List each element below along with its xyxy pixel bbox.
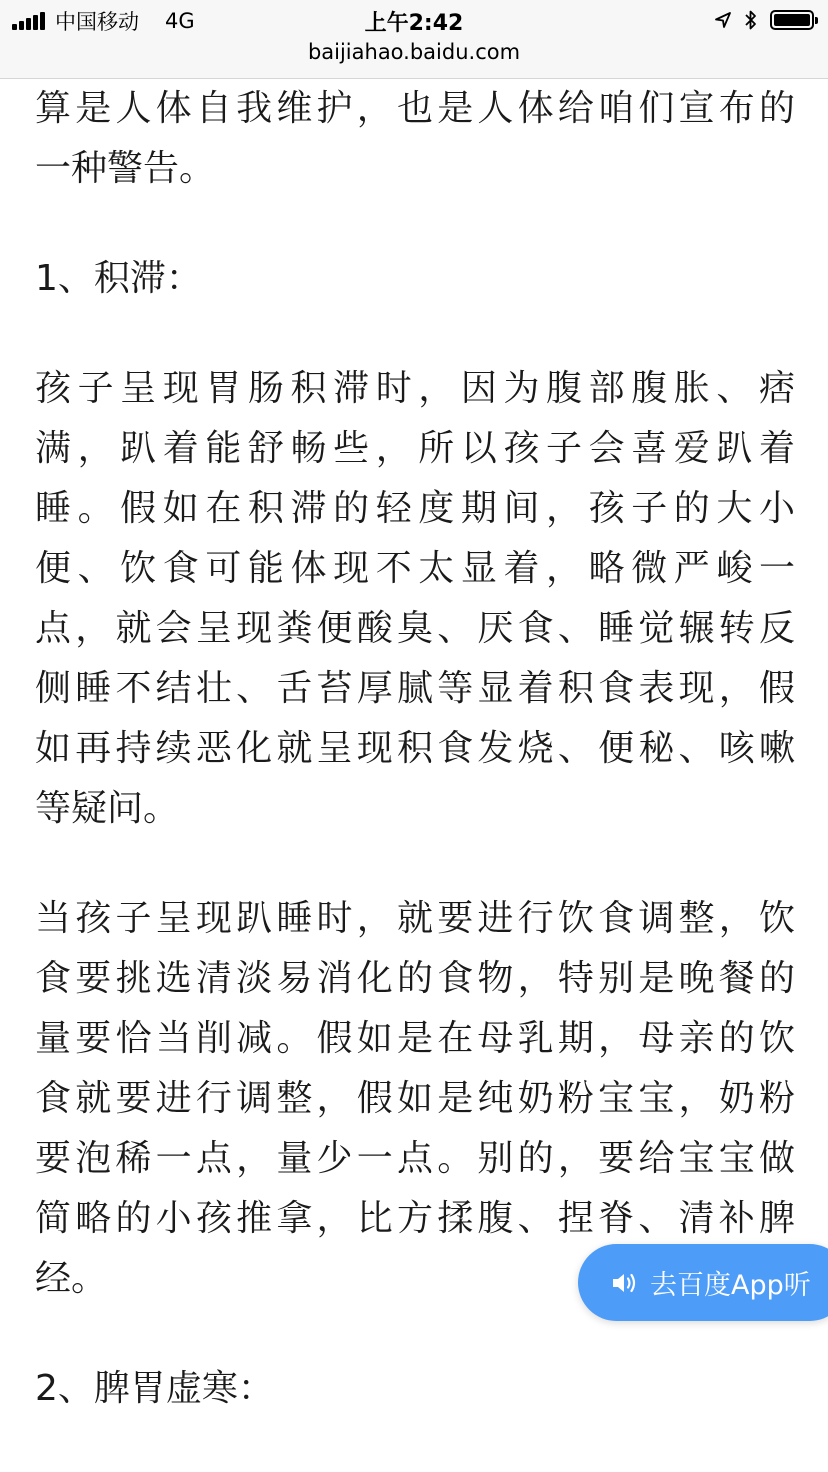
article-line: 要泡稀一点，量少一点。别的，要给宝宝做 bbox=[35, 1138, 795, 1179]
article-line: 点，就会呈现粪便酸臭、厌食、睡觉辗转反 bbox=[35, 608, 795, 649]
article-line: 便、饮食可能体现不太显着，略微严峻一 bbox=[35, 548, 795, 589]
article-body bbox=[35, 79, 795, 1419]
carrier-name: 中国移动 bbox=[55, 10, 139, 34]
network-type: 4G bbox=[165, 9, 195, 33]
status-time: 上午2:42 bbox=[364, 11, 464, 36]
article-line: 简略的小孩推拿，比方揉腹、捏脊、清补脾 bbox=[35, 1198, 795, 1239]
article-line: 等疑问。 bbox=[35, 788, 180, 829]
status-right bbox=[702, 7, 814, 33]
article-line: 睡。假如在积滞的轻度期间，孩子的大小 bbox=[35, 488, 795, 529]
article-line: 一种警告。 bbox=[35, 148, 216, 189]
location-arrow-icon bbox=[714, 11, 732, 29]
listen-in-baidu-app-button[interactable] bbox=[578, 1244, 828, 1321]
battery-icon bbox=[770, 10, 814, 30]
browser-top-bar bbox=[0, 0, 828, 79]
address-bar-url[interactable]: baijiahao.baidu.com bbox=[307, 40, 521, 64]
article-line: 当孩子呈现趴睡时，就要进行饮食调整，饮 bbox=[35, 898, 795, 939]
article-line: 经。 bbox=[35, 1258, 108, 1299]
article-line: 量要恰当削减。假如是在母乳期，母亲的饮 bbox=[35, 1018, 795, 1059]
article-line: 满，趴着能舒畅些，所以孩子会喜爱趴着 bbox=[35, 428, 795, 469]
listen-button-label: 去百度App听 bbox=[650, 1270, 811, 1301]
speaker-icon bbox=[610, 1270, 638, 1296]
section-heading: 1、积滞： bbox=[35, 258, 202, 299]
article-line: 食就要进行调整，假如是纯奶粉宝宝，奶粉 bbox=[35, 1078, 795, 1119]
article-line: 算是人体自我维护，也是人体给咱们宣布的 bbox=[35, 88, 795, 129]
article-line: 食要挑选清淡易消化的食物，特别是晚餐的 bbox=[35, 958, 795, 999]
article-line: 孩子呈现胃肠积滞时，因为腹部腹胀、痞 bbox=[35, 368, 795, 409]
article-line: 侧睡不结壮、舌苔厚腻等显着积食表现，假 bbox=[35, 668, 795, 709]
section-heading: 2、脾胃虚寒： bbox=[35, 1368, 274, 1409]
article-line: 如再持续恶化就呈现积食发烧、便秘、咳嗽 bbox=[35, 728, 795, 769]
bluetooth-icon bbox=[744, 9, 758, 31]
